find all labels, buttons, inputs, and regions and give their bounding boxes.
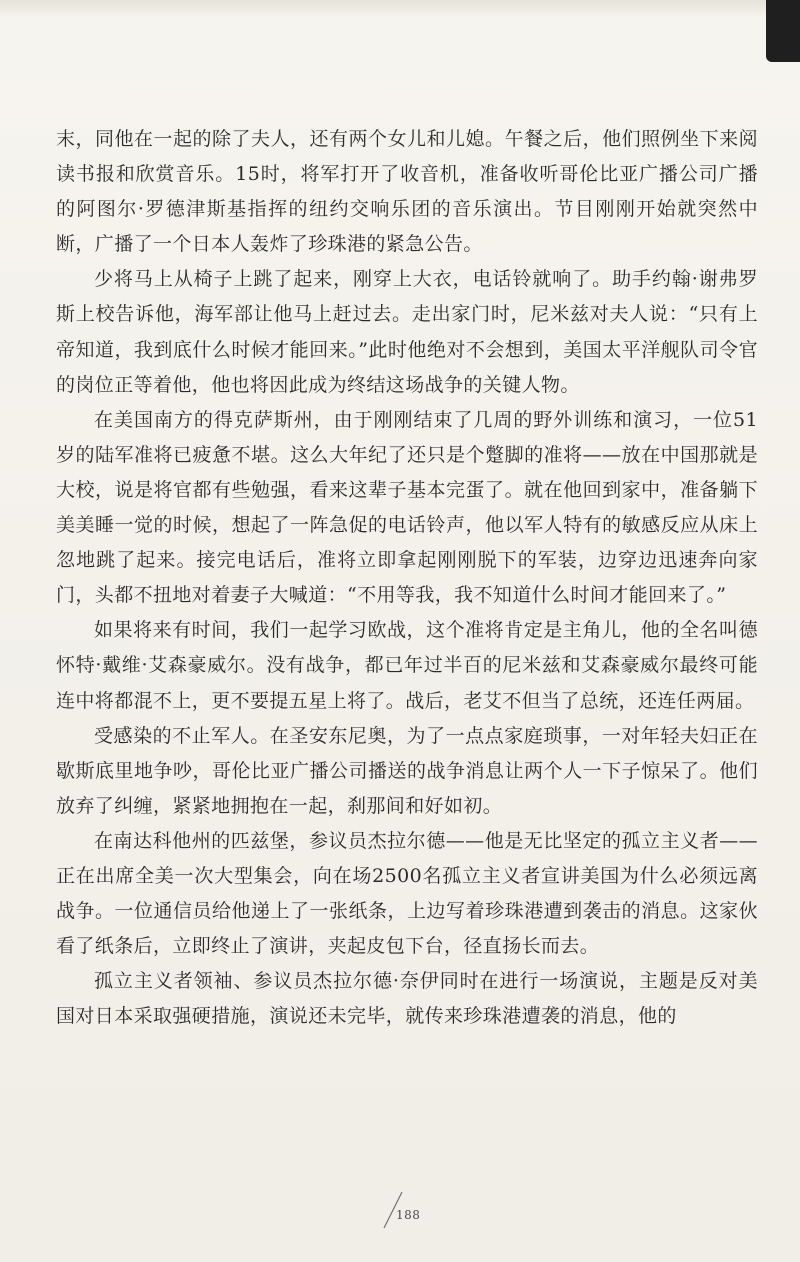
paragraph-5: 受感染的不止军人。在圣安东尼奥，为了一点点家庭琐事，一对年轻夫妇正在歇斯底里地争吵，哥伦比亚广播公司播送的战争消息让两个人一下子惊呆了。他们放弃了纠缠，紧紧地拥抱在一起，刹那间和好如初。 xyxy=(56,724,758,817)
page-body-text xyxy=(56,122,758,1034)
paragraph-4: 如果将来有时间，我们一起学习欧战，这个准将肯定是主角儿，他的全名叫德怀特·戴维·艾森豪威尔。没有战争，都已年过半百的尼米兹和艾森豪威尔最终可能连中将都混不上，更不要提五星上将了。战后，老艾不但当了总统，还连任两届。 xyxy=(56,619,758,712)
paragraph-6: 在南达科他州的匹兹堡，参议员杰拉尔德——他是无比坚定的孤立主义者——正在出席全美一次大型集会，向在场2500名孤立主义者宣讲美国为什么必须远离战争。一位通信员给他递上了一张纸条，上边写着珍珠港遭到袭击的消息。这家伙看了纸条后，立即终止了演讲，夹起皮包下台，径直扬长而去。 xyxy=(56,829,758,958)
paragraph-2: 少将马上从椅子上跳了起来，刚穿上大衣，电话铃就响了。助手约翰·谢弗罗斯上校告诉他，海军部让他马上赶过去。走出家门时，尼米兹对夫人说：“只有上帝知道，我到底什么时候才能回来。”此时他绝对不会想到，美国太平洋舰队司令官的岗位正等着他，他也将因此成为终结这场战争的关键人物。 xyxy=(56,268,758,396)
page-footer xyxy=(360,1178,480,1238)
paragraph-7: 孤立主义者领袖、参议员杰拉尔德·奈伊同时在进行一场演说，主题是反对美国对日本采取强硬措施，演说还未完毕，就传来珍珠港遭袭的消息，他的 xyxy=(56,970,758,1028)
paragraph-1: 末，同他在一起的除了夫人，还有两个女儿和儿媳。午餐之后，他们照例坐下来阅读书报和欣赏音乐。15时，将军打开了收音机，准备收听哥伦比亚广播公司广播的阿图尔·罗德津斯基指挥的纽约交响乐团的音乐演出。节目刚刚开始就突然中断，广播了一个日本人轰炸了珍珠港的紧急公告。 xyxy=(56,128,758,256)
corner-binding-mark xyxy=(766,0,800,62)
paragraph-3: 在美国南方的得克萨斯州，由于刚刚结束了几周的野外训练和演习，一位51岁的陆军准将已疲惫不堪。这么大年纪了还只是个蹩脚的准将——放在中国那就是大校，说是将官都有些勉强，看来这辈子基本完蛋了。就在他回到家中，准备躺下美美睡一觉的时候，想起了一阵急促的电话铃声，他以军人特有的敏感反应从床上忽地跳了起来。接完电话后，准将立即拿起刚刚脱下的军装，边穿边迅速奔向家门，头都不扭地对着妻子大喊道：“不用等我，我不知道什么时间才能回来了。” xyxy=(56,408,758,607)
page-top-shadow xyxy=(0,0,800,18)
page-number: 188 xyxy=(396,1208,421,1222)
